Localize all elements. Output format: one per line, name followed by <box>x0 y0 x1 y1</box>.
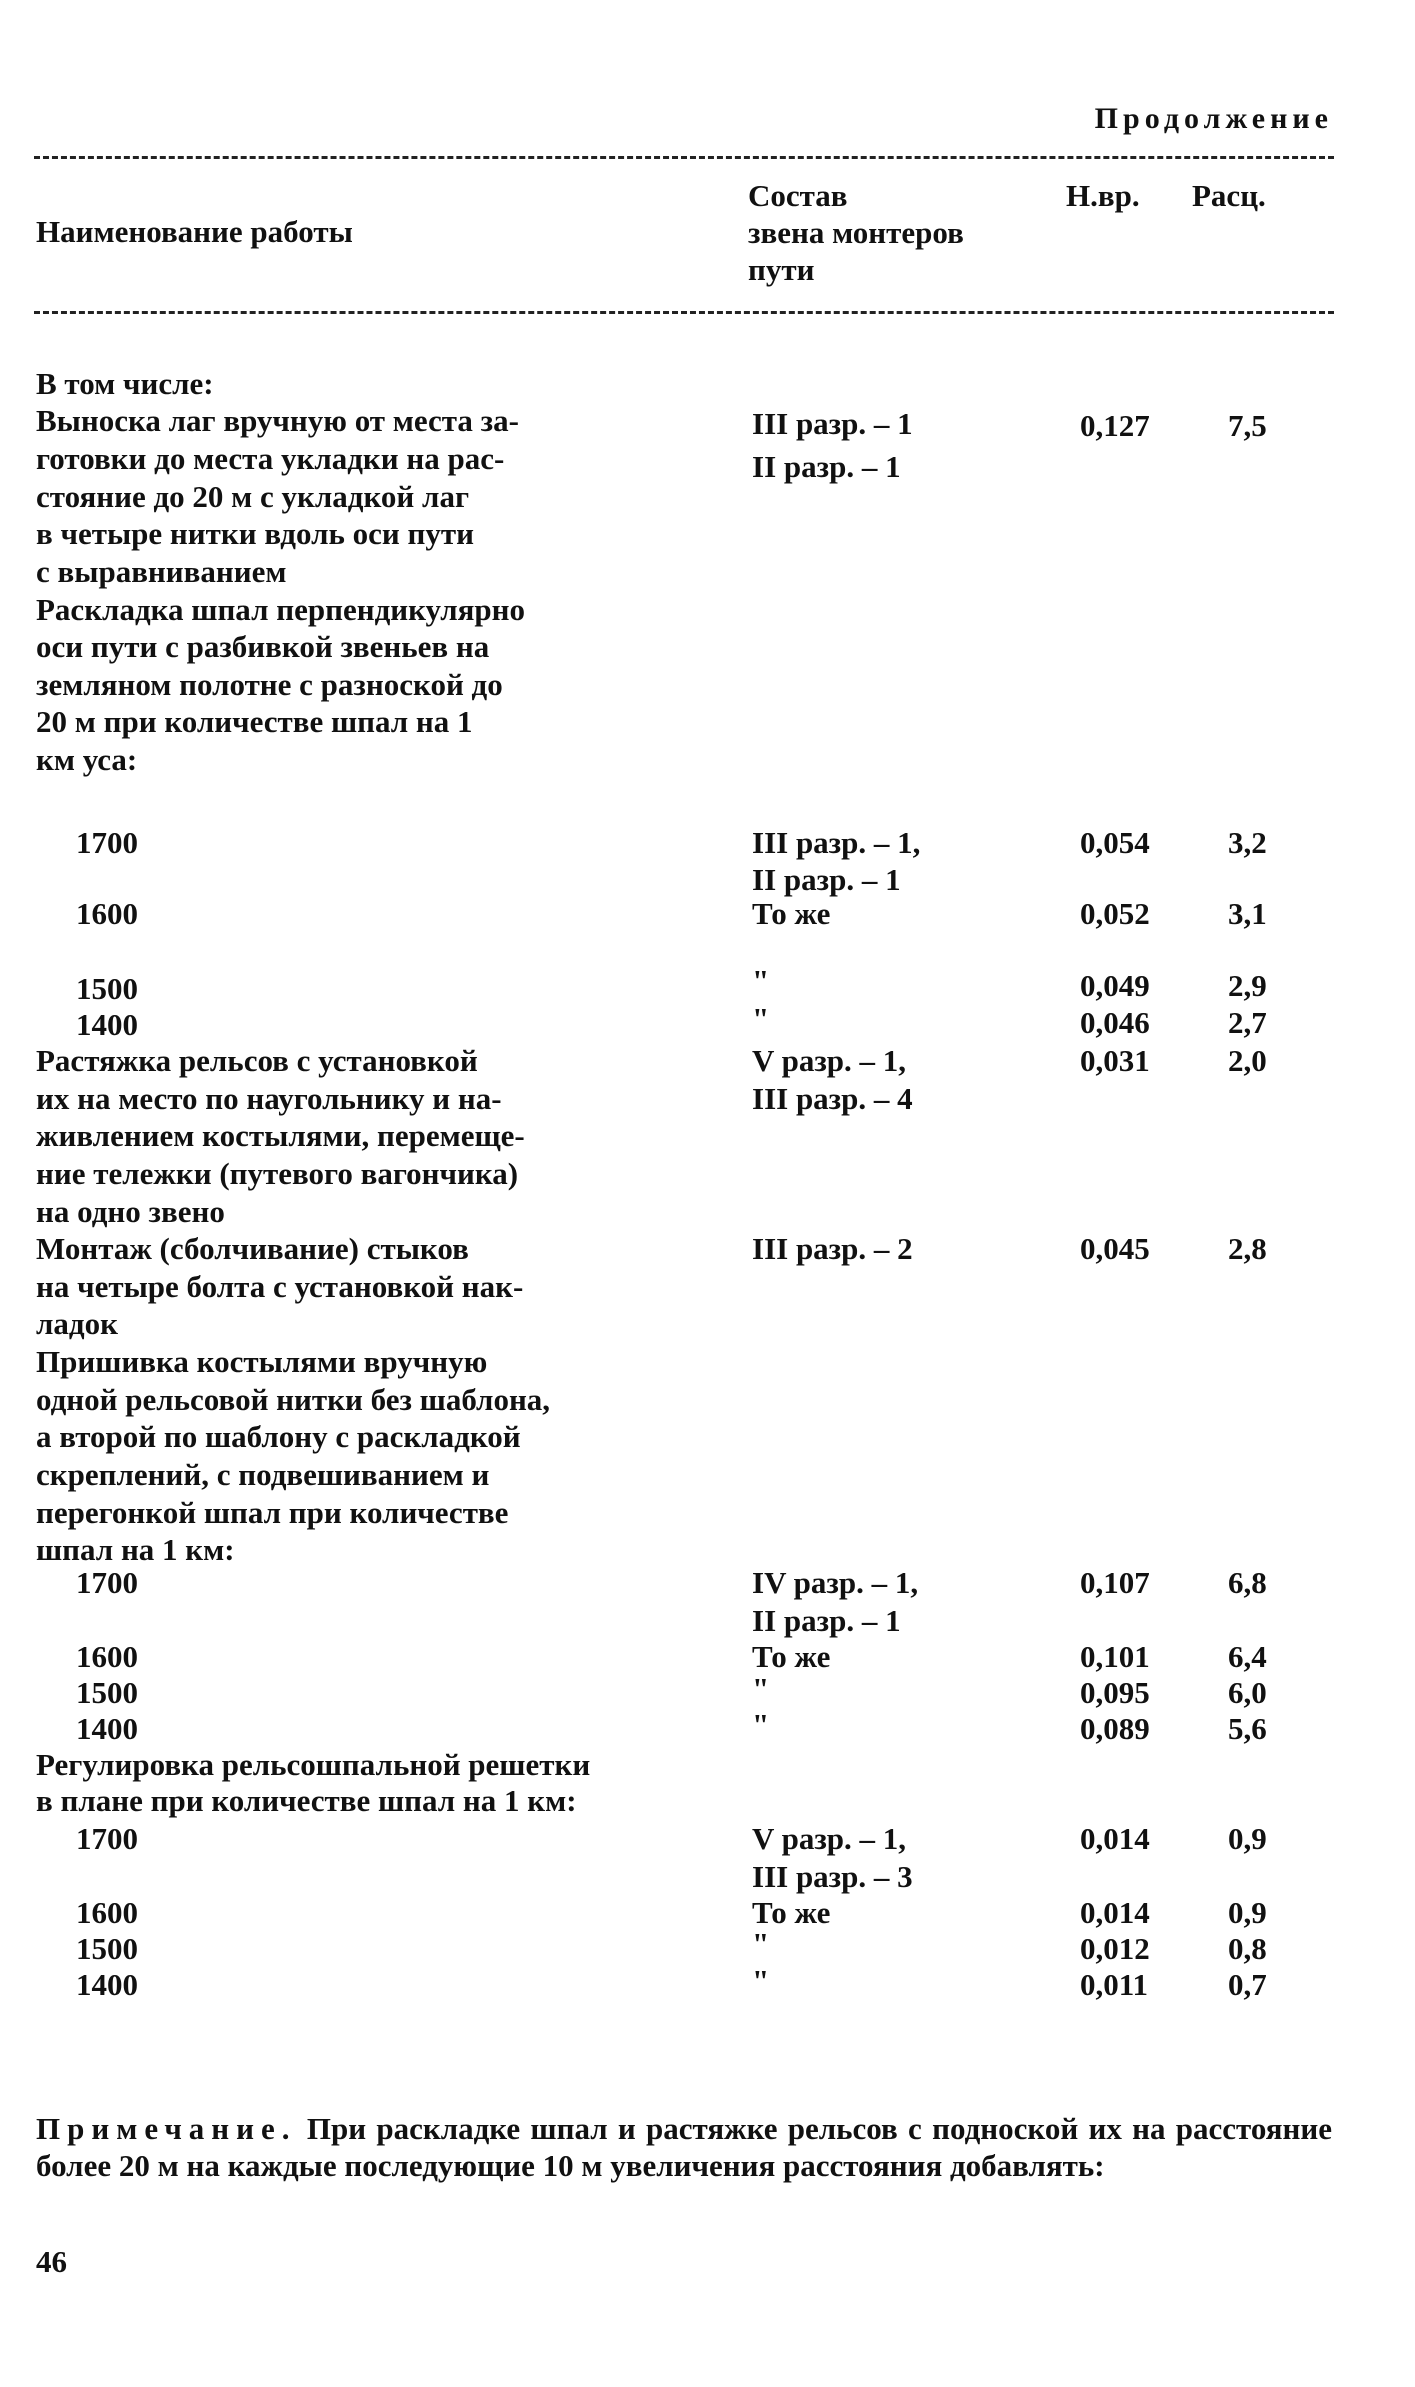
crew-composition: " <box>752 1671 770 1706</box>
sleeper-count: 1600 <box>76 896 138 931</box>
crew-composition: " <box>752 1001 770 1036</box>
rate-value: 0,9 <box>1228 1821 1267 1856</box>
rate-value: 0,8 <box>1228 1931 1267 1966</box>
work-description-line: живлением костылями, перемеще- <box>36 1118 525 1153</box>
footnote-label: Примечание. <box>36 2111 297 2146</box>
crew-composition: III разр. – 2 <box>752 1231 913 1266</box>
work-description-line: одной рельсовой нитки без шаблона, <box>36 1382 551 1417</box>
work-description-line: перегонкой шпал при количестве <box>36 1495 509 1530</box>
work-description-line: Растяжка рельсов с установкой <box>36 1043 478 1078</box>
work-description-line: ние тележки (путевого вагончика) <box>36 1156 519 1191</box>
column-header-crew-3: пути <box>748 252 815 287</box>
norm-time-value: 0,046 <box>1080 1005 1150 1040</box>
work-description-line: готовки до места укладки на рас- <box>36 441 505 476</box>
column-header-work-name: Наименование работы <box>36 214 353 249</box>
rate-value: 7,5 <box>1228 408 1267 443</box>
rate-value: 2,8 <box>1228 1231 1267 1266</box>
rate-value: 0,7 <box>1228 1967 1267 2002</box>
crew-composition: V разр. – 1, <box>752 1043 907 1078</box>
norm-time-value: 0,089 <box>1080 1711 1150 1746</box>
work-description-line: Выноска лаг вручную от места за- <box>36 403 519 438</box>
header-bottom-divider <box>34 311 1334 314</box>
work-description-line: в плане при количестве шпал на 1 км: <box>36 1783 577 1818</box>
work-description-line: Пришивка костылями вручную <box>36 1344 488 1379</box>
work-description-line: на одно звено <box>36 1194 225 1229</box>
work-description-line: 20 м при количестве шпал на 1 <box>36 704 473 739</box>
work-description-line: в четыре нитки вдоль оси пути <box>36 516 474 551</box>
norm-time-value: 0,014 <box>1080 1821 1150 1856</box>
norm-time-value: 0,107 <box>1080 1565 1150 1600</box>
rate-value: 6,0 <box>1228 1675 1267 1710</box>
norm-time-value: 0,054 <box>1080 825 1150 860</box>
crew-composition: " <box>752 1707 770 1742</box>
norm-time-value: 0,049 <box>1080 968 1150 1003</box>
crew-composition: III разр. – 1 <box>752 406 913 441</box>
work-description-line: оси пути с разбивкой звеньев на <box>36 629 490 664</box>
crew-composition: III разр. – 4 <box>752 1081 913 1116</box>
crew-composition: IV разр. – 1, <box>752 1565 919 1600</box>
rate-value: 6,4 <box>1228 1639 1267 1674</box>
continuation-label: Продолжение <box>1094 102 1333 135</box>
crew-composition: II разр. – 1 <box>752 1603 901 1638</box>
work-description-line: на четыре болта с установкой нак- <box>36 1269 524 1304</box>
footnote-text: При раскладке шпал и растяжке рельсов с подноской их на расстояние более 20 м на каждые последующие 10 м увеличения расстояния добавлять: <box>36 2111 1333 2183</box>
work-description-line: ладок <box>36 1306 118 1341</box>
norm-time-value: 0,012 <box>1080 1931 1150 1966</box>
header-top-divider <box>34 156 1334 159</box>
work-description-line: а второй по шаблону с раскладкой <box>36 1419 521 1454</box>
sleeper-count: 1700 <box>76 825 138 860</box>
rate-value: 6,8 <box>1228 1565 1267 1600</box>
sleeper-count: 1500 <box>76 1675 138 1710</box>
rate-value: 2,9 <box>1228 968 1267 1003</box>
sleeper-count: 1700 <box>76 1565 138 1600</box>
crew-composition: То же <box>752 896 831 931</box>
sleeper-count: 1400 <box>76 1967 138 2002</box>
sleeper-count: 1400 <box>76 1007 138 1042</box>
rate-value: 2,0 <box>1228 1043 1267 1078</box>
column-header-norm: Н.вр. <box>1066 178 1140 213</box>
sleeper-count: 1500 <box>76 971 138 1006</box>
norm-time-value: 0,095 <box>1080 1675 1150 1710</box>
norm-time-value: 0,052 <box>1080 896 1150 931</box>
crew-composition: " <box>752 1926 770 1961</box>
sleeper-count: 1500 <box>76 1931 138 1966</box>
page-number: 46 <box>36 2244 67 2279</box>
rate-value: 3,1 <box>1228 896 1267 931</box>
work-description-line: км уса: <box>36 742 138 777</box>
work-description-line: с выравниванием <box>36 554 287 589</box>
work-description-line: земляном полотне с разноской до <box>36 667 503 702</box>
crew-composition: II разр. – 1 <box>752 862 901 897</box>
sleeper-count: 1600 <box>76 1895 138 1930</box>
norm-time-value: 0,031 <box>1080 1043 1150 1078</box>
work-description-line: В том числе: <box>36 366 214 401</box>
work-description-line: стояние до 20 м с укладкой лаг <box>36 479 470 514</box>
work-description-line: Монтаж (сболчивание) стыков <box>36 1231 469 1266</box>
crew-composition: " <box>752 1963 770 1998</box>
crew-composition: То же <box>752 1639 831 1674</box>
work-description-line: Раскладка шпал перпендикулярно <box>36 592 526 627</box>
crew-composition: III разр. – 1, <box>752 825 921 860</box>
norm-time-value: 0,011 <box>1080 1967 1149 2002</box>
footnote <box>36 2110 1332 2184</box>
norm-time-value: 0,045 <box>1080 1231 1150 1266</box>
crew-composition: II разр. – 1 <box>752 449 901 484</box>
norm-time-value: 0,101 <box>1080 1639 1150 1674</box>
crew-composition: V разр. – 1, <box>752 1821 907 1856</box>
norm-time-value: 0,127 <box>1080 408 1150 443</box>
crew-composition: III разр. – 3 <box>752 1859 913 1894</box>
rate-value: 3,2 <box>1228 825 1267 860</box>
work-description-line: Регулировка рельсошпальной решетки <box>36 1747 591 1782</box>
sleeper-count: 1600 <box>76 1639 138 1674</box>
norm-time-value: 0,014 <box>1080 1895 1150 1930</box>
work-description-line: их на место по наугольнику и на- <box>36 1081 502 1116</box>
work-description-line: шпал на 1 км: <box>36 1532 235 1567</box>
rate-value: 0,9 <box>1228 1895 1267 1930</box>
column-header-rate: Расц. <box>1192 178 1266 213</box>
sleeper-count: 1700 <box>76 1821 138 1856</box>
crew-composition: " <box>752 963 770 998</box>
sleeper-count: 1400 <box>76 1711 138 1746</box>
rate-value: 2,7 <box>1228 1005 1267 1040</box>
column-header-crew-2: звена монтеров <box>748 215 964 250</box>
crew-composition: То же <box>752 1895 831 1930</box>
rate-value: 5,6 <box>1228 1711 1267 1746</box>
column-header-crew-1: Состав <box>748 178 848 213</box>
work-description-line: скреплений, с подвешиванием и <box>36 1457 490 1492</box>
